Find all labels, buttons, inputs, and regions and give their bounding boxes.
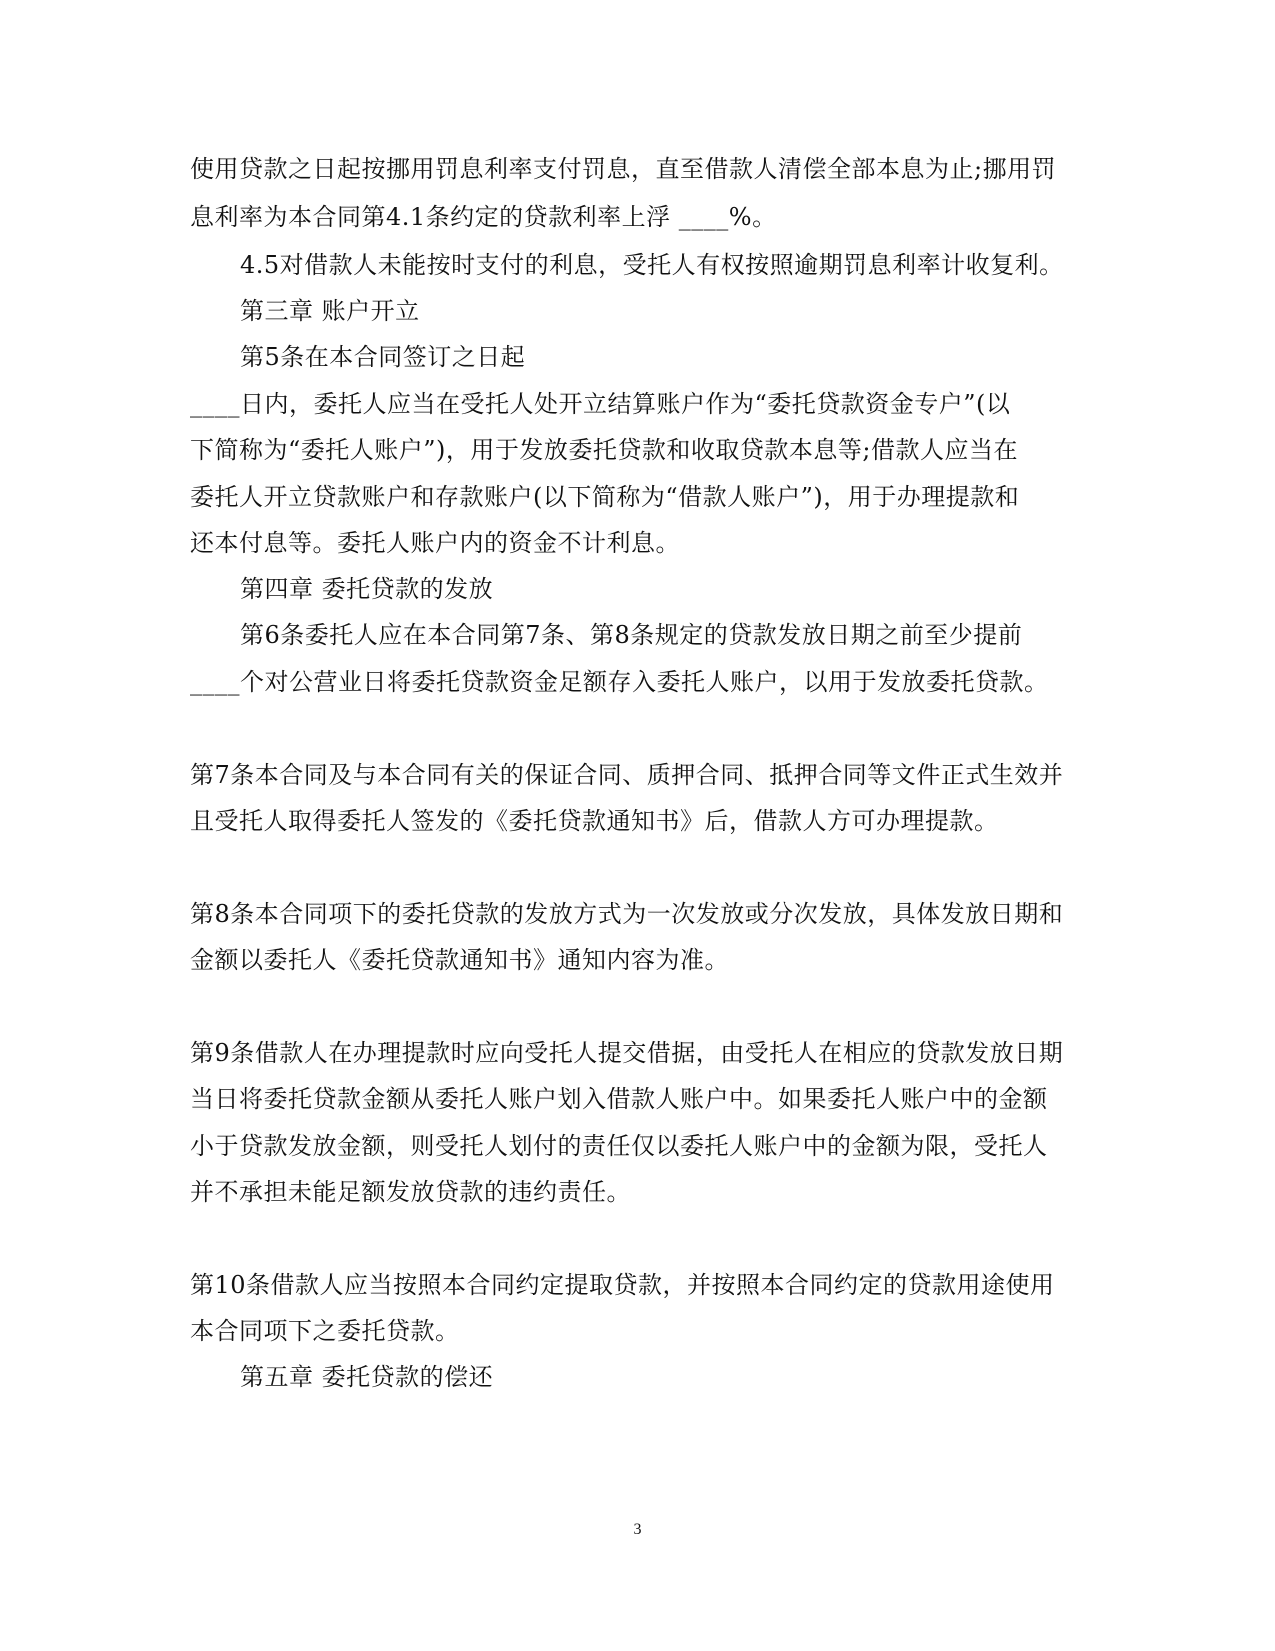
chapter-heading: 第五章 委托贷款的偿还	[240, 1363, 494, 1391]
text-line: 使用贷款之日起按挪用罚息利率支付罚息，直至借款人清偿全部本息为止;挪用罚	[190, 155, 1057, 183]
text-line: ____日内，委托人应当在受托人处开立结算账户作为“委托贷款资金专户”(以	[190, 390, 1011, 418]
text-line: 第10条借款人应当按照本合同约定提取贷款，并按照本合同约定的贷款用途使用	[190, 1271, 1055, 1299]
text-line: 且受托人取得委托人签发的《委托贷款通知书》后，借款人方可办理提款。	[190, 807, 999, 835]
text-line: 息利率为本合同第4.1条约定的贷款利率上浮 ____%。	[190, 203, 777, 231]
text-line: 并不承担未能足额发放贷款的违约责任。	[190, 1178, 631, 1206]
text-line: 4.5对借款人未能按时支付的利息，受托人有权按照逾期罚息利率计收复利。	[240, 251, 1064, 279]
text-line: 第6条委托人应在本合同第7条、第8条规定的贷款发放日期之前至少提前	[240, 621, 1023, 649]
text-line: 本合同项下之委托贷款。	[190, 1317, 460, 1345]
text-line: 当日将委托贷款金额从委托人账户划入借款人账户中。如果委托人账户中的金额	[190, 1085, 1048, 1113]
text-line: ____个对公营业日将委托贷款资金足额存入委托人账户，以用于发放委托贷款。	[190, 668, 1049, 696]
chapter-heading: 第三章 账户开立	[240, 297, 420, 325]
text-line: 第5条在本合同签订之日起	[240, 343, 526, 371]
page-number: 3	[633, 1521, 642, 1538]
text-line: 金额以委托人《委托贷款通知书》通知内容为准。	[190, 946, 729, 974]
text-line: 还本付息等。委托人账户内的资金不计利息。	[190, 529, 680, 557]
text-line: 委托人开立贷款账户和存款账户(以下简称为“借款人账户”)，用于办理提款和	[190, 483, 1020, 511]
text-line: 下简称为“委托人账户”)，用于发放委托贷款和收取贷款本息等;借款人应当在	[190, 436, 1018, 464]
text-line: 第8条本合同项下的委托贷款的发放方式为一次发放或分次发放，具体发放日期和	[190, 900, 1064, 928]
text-line: 第7条本合同及与本合同有关的保证合同、质押合同、抵押合同等文件正式生效并	[190, 761, 1064, 789]
chapter-heading: 第四章 委托贷款的发放	[240, 575, 494, 603]
text-line: 第9条借款人在办理提款时应向受托人提交借据，由受托人在相应的贷款发放日期	[190, 1039, 1064, 1067]
text-line: 小于贷款发放金额，则受托人划付的责任仅以委托人账户中的金额为限，受托人	[190, 1132, 1048, 1160]
